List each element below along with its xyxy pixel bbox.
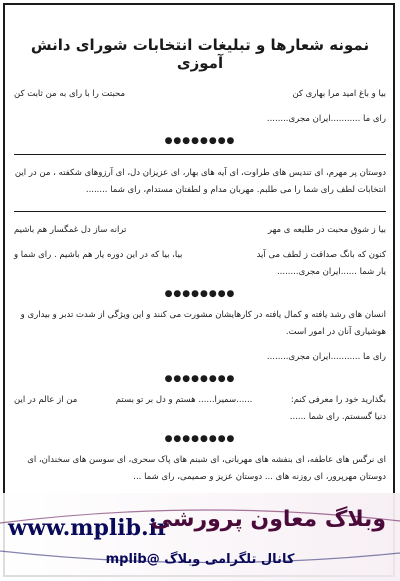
divider-line (14, 154, 386, 155)
slogan-3-left-2: بیا، بیا که در این دوره یار هم باشیم . رای شما و (14, 250, 183, 260)
slogan-1-left: محبتت را با رای به من ثابت کن (14, 89, 126, 99)
slogan-1-right: بیا و باغ امید مرا بهاری کن (292, 89, 386, 99)
slogan-3-line-1 (10, 222, 390, 239)
document-page (10, 8, 390, 486)
slogan-5-left: من از عالم در این (14, 395, 78, 405)
divider-line (14, 211, 386, 212)
slogan-6-paragraph: ای نرگس های عاطفه، ای بنفشه های مهربانی، ای شبنم های پاک سحری، ای سوسن های سخندان، ای دوستان مهرپرور، ای روزنه های ... دوستان عزیز و صمیمی، رای شما ... (27, 455, 386, 482)
slogan-5-line-2: دنیا گسستم. رای شما ...... (289, 412, 386, 422)
watermark-url: www.mplib.ir (8, 515, 169, 541)
slogan-1-line-1 (10, 86, 390, 103)
slogan-5-mid: ......سمیرا...... هستم و دل بر تو بستم (115, 395, 253, 405)
slogan-4-line-2: رای ما ...........ایران مجری........ (266, 352, 386, 362)
slogan-3-right-2: کنون که بانگ صداقت ز لطف می آید (256, 250, 386, 260)
separator: ●●●●●●●● (164, 289, 236, 299)
separator: ●●●●●●●● (164, 136, 236, 146)
document-title: نمونه شعارها و تبلیغات انتخابات شورای دانش آموزی (30, 36, 370, 72)
slogan-3-right-1: بیا ز شوق محبت در طلیعه ی مهر (267, 225, 386, 235)
watermark-blog-name: وبلاگ معاون پرورشی (150, 507, 386, 532)
slogan-3-left-1: ترانه ساز دل غمگسار هم باشیم (14, 225, 127, 235)
watermark-channel: کانال تلگرامی وبلاگ @mplib (105, 552, 295, 567)
separator: ●●●●●●●● (164, 374, 236, 384)
slogan-5-line-1 (10, 392, 390, 409)
separator: ●●●●●●●● (164, 434, 236, 444)
slogan-4-paragraph: انسان های رشد یافته و کمال یافته در کارهایشان مشورت می کنند و این ویژگی از شدت تدبر و بیداری و هوشیاری آنان در امور است. (20, 310, 386, 337)
slogan-5-right: بگذارید خود را معرفی کنم: (290, 395, 386, 405)
slogan-3-line-2 (10, 247, 390, 264)
slogan-2-paragraph: دوستان پر مهرم، ای تندیس های طراوت، ای آیه های بهار، ای عزیزان دل، ای آرزوهای شکفته ، من در این انتخابات لطف رای شما را می طلبم. مهربان مدام و لطفتان مستدام، رای شما ........ (14, 168, 386, 195)
slogan-1-line-2: رای ما ...........ایران مجری........ (266, 114, 386, 124)
slogan-3-line-3: یار شما ......ایران مجری........ (276, 267, 386, 277)
